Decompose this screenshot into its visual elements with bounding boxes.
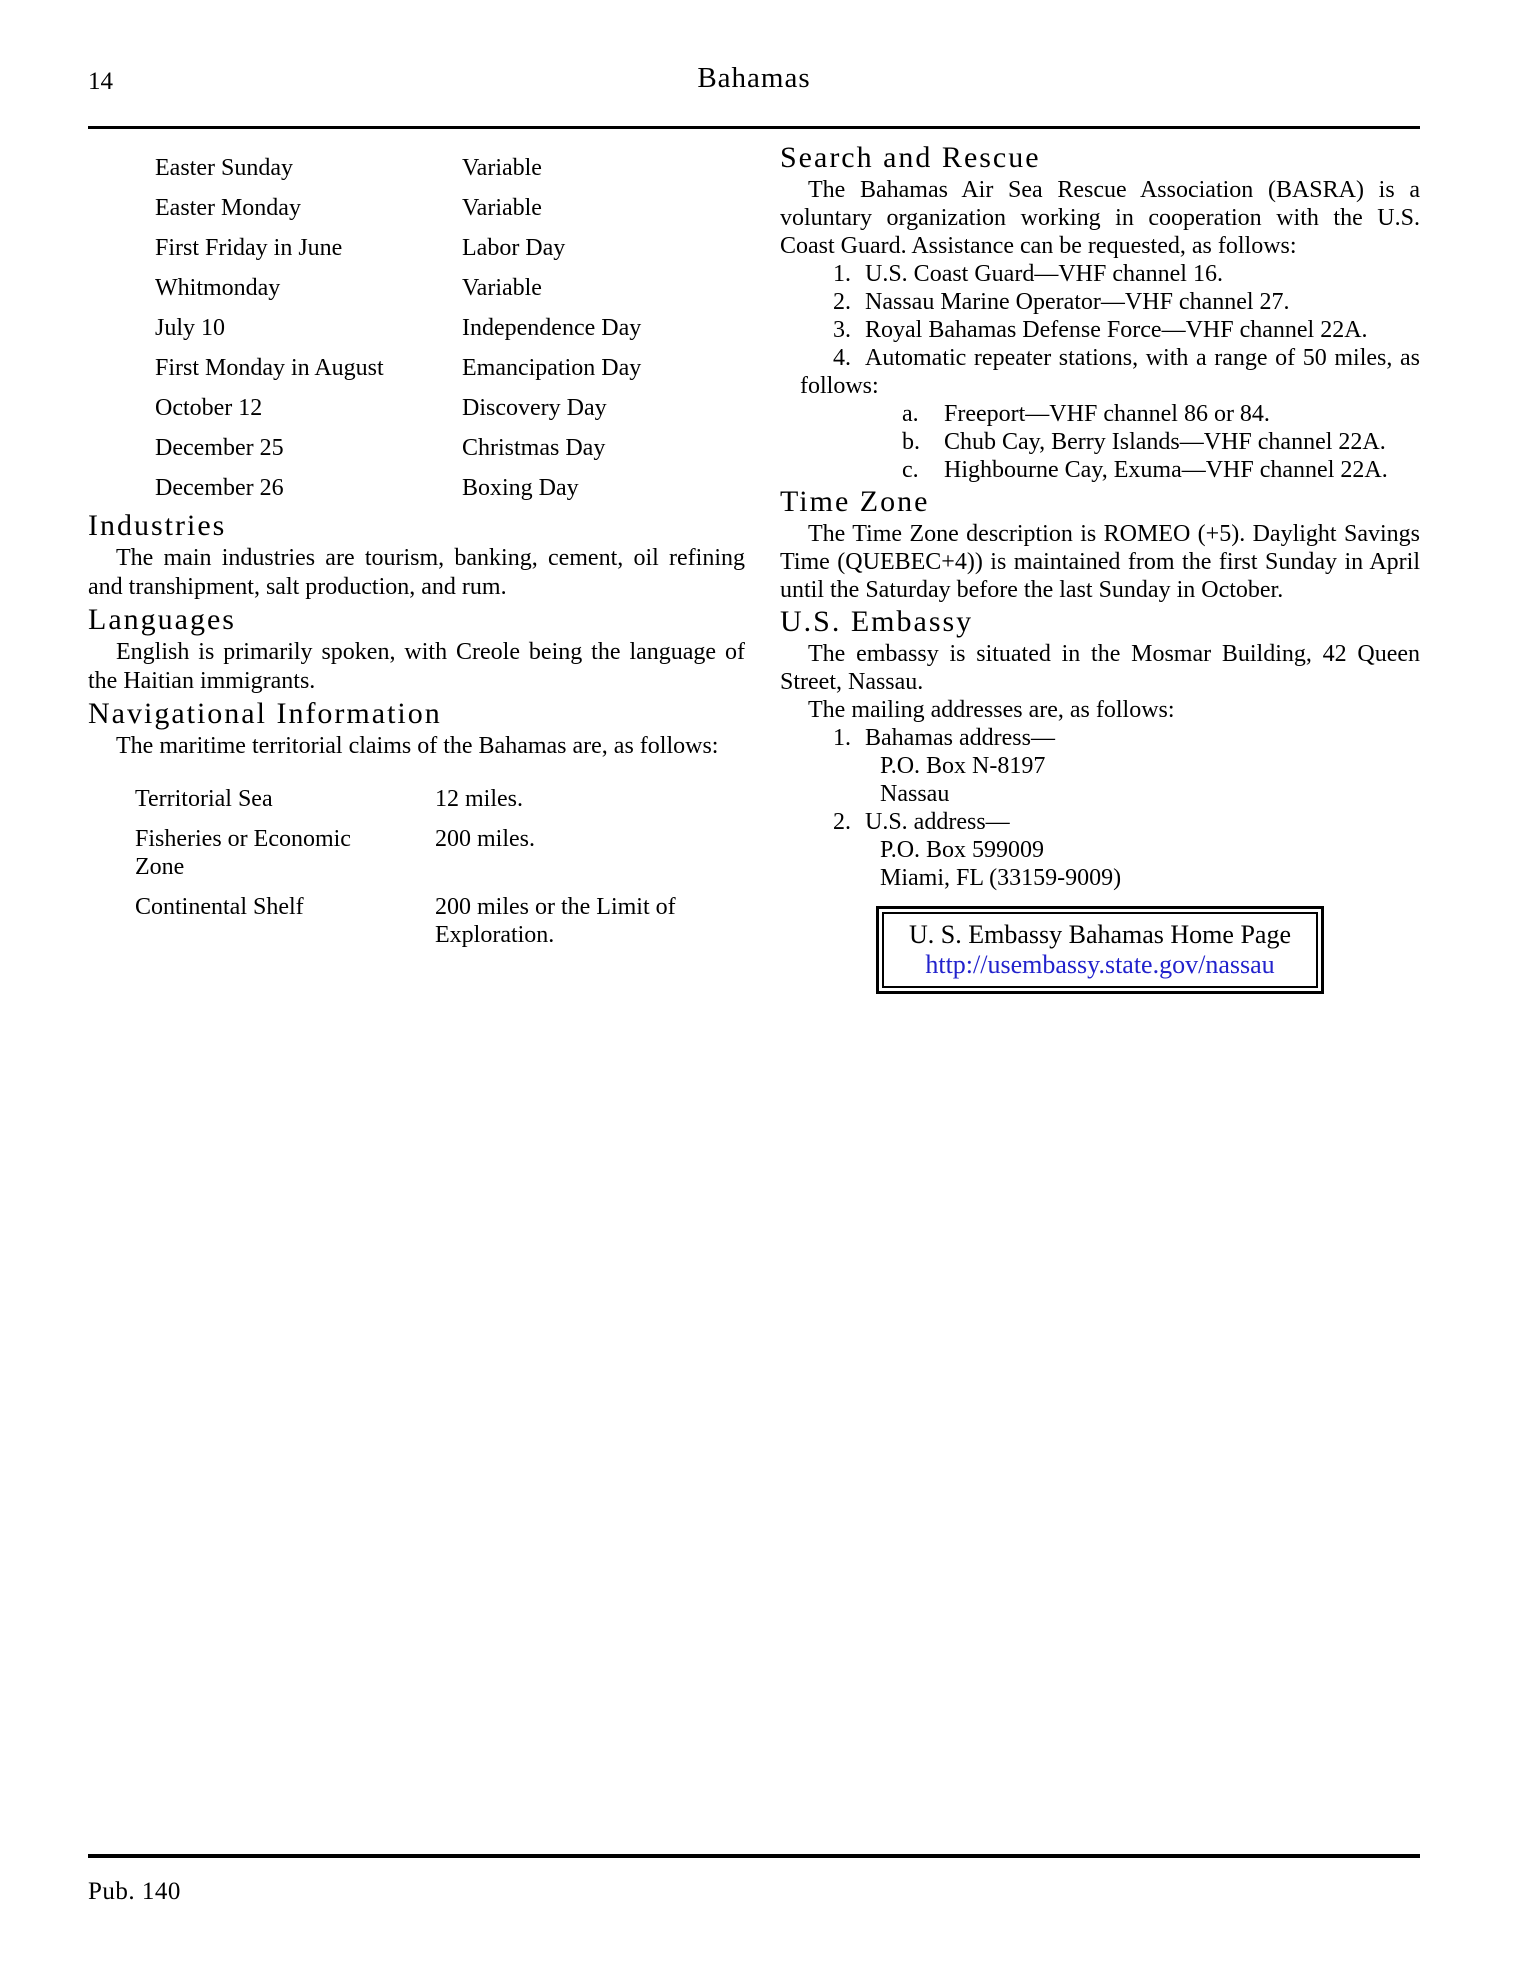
- address-line: Nassau: [880, 781, 950, 807]
- sar-contact-list: [780, 260, 1420, 484]
- holiday-name: Boxing Day: [462, 475, 579, 501]
- address-line: P.O. Box 599009: [880, 837, 1045, 863]
- embassy-mailing-intro: The mailing addresses are, as follows:: [808, 697, 1175, 723]
- address-item: [780, 724, 1420, 752]
- address-label: U.S. address—: [865, 809, 1010, 835]
- list-item-text: Royal Bahamas Defense Force—VHF channel 22A.: [865, 317, 1368, 343]
- left-column: [88, 140, 745, 961]
- holiday-row: [88, 468, 745, 508]
- list-item-number: 2.: [833, 289, 851, 315]
- header-rule: [88, 126, 1420, 129]
- claim-value: 12 miles.: [435, 786, 523, 812]
- footer-rule: [88, 1854, 1420, 1858]
- holiday-date: October 12: [155, 395, 263, 421]
- holiday-date: December 25: [155, 435, 284, 461]
- holiday-row: [88, 188, 745, 228]
- list-item: [780, 288, 1420, 316]
- list-item-number: 4.: [833, 345, 851, 371]
- holiday-row: [88, 228, 745, 268]
- holiday-name: Emancipation Day: [462, 355, 642, 381]
- list-item-number: 3.: [833, 317, 851, 343]
- claim-value: 200 miles.: [435, 826, 535, 852]
- list-item-text: Highbourne Cay, Exuma—VHF channel 22A.: [944, 457, 1388, 483]
- embassy-location-paragraph: The embassy is situated in the Mosmar Building, 42 Queen Street, Nassau.: [780, 641, 1420, 695]
- list-item-letter: b.: [902, 429, 920, 455]
- list-item-text: U.S. Coast Guard—VHF channel 16.: [865, 261, 1223, 287]
- repeater-station-item: [780, 428, 1420, 456]
- section-heading-us-embassy: U.S. Embassy: [780, 605, 974, 638]
- industries-paragraph: The main industries are tourism, banking, cement, oil refining and transhipment, salt production, and rum.: [88, 545, 745, 600]
- claim-label: Fisheries or Economic Zone: [135, 826, 351, 880]
- holiday-name: Variable: [462, 275, 542, 301]
- publication-number: Pub. 140: [88, 1878, 181, 1905]
- holiday-row: [88, 268, 745, 308]
- claim-label: Territorial Sea: [135, 786, 273, 812]
- list-item-number: 1.: [833, 261, 851, 287]
- embassy-homepage-title: U. S. Embassy Bahamas Home Page: [908, 920, 1291, 949]
- repeater-station-item: [780, 456, 1420, 484]
- claim-row: [88, 893, 745, 949]
- holiday-table: [88, 148, 745, 508]
- address-item: [780, 808, 1420, 836]
- holiday-row: [88, 308, 745, 348]
- holiday-date: December 26: [155, 475, 284, 501]
- holiday-date: Easter Sunday: [155, 155, 293, 181]
- claim-row: [88, 785, 745, 813]
- list-item: [780, 344, 1420, 400]
- holiday-row: [88, 348, 745, 388]
- list-item-text: Chub Cay, Berry Islands—VHF channel 22A.: [944, 429, 1386, 455]
- section-heading-search-and-rescue: Search and Rescue: [780, 141, 1041, 174]
- maritime-claims-table: [88, 785, 745, 949]
- holiday-name: Labor Day: [462, 235, 566, 261]
- list-item: [780, 316, 1420, 344]
- holiday-name: Variable: [462, 155, 542, 181]
- holiday-date: First Friday in June: [155, 235, 343, 261]
- address-line: Miami, FL (33159-9009): [880, 865, 1122, 891]
- repeater-station-item: [780, 400, 1420, 428]
- holiday-date: July 10: [155, 315, 226, 341]
- embassy-url-link[interactable]: http://usembassy.state.gov/nassau: [925, 950, 1275, 979]
- embassy-address-list: [780, 724, 1420, 892]
- embassy-homepage-box: [876, 906, 1324, 994]
- list-item-text: Automatic repeater stations, with a range of 50 miles, as follows:: [800, 345, 1420, 399]
- claim-value: 200 miles or the Limit of Exploration.: [435, 894, 676, 948]
- languages-paragraph: English is primarily spoken, with Creole being the language of the Haitian immigrants.: [88, 639, 745, 694]
- holiday-date: Easter Monday: [155, 195, 301, 221]
- address-line: P.O. Box N-8197: [880, 753, 1046, 779]
- embassy-homepage-box-inner: [882, 912, 1318, 988]
- holiday-name: Variable: [462, 195, 542, 221]
- page-number: 14: [88, 68, 113, 95]
- holiday-name: Discovery Day: [462, 395, 607, 421]
- list-item: [780, 260, 1420, 288]
- holiday-date: Whitmonday: [155, 275, 281, 301]
- claim-label: Continental Shelf: [135, 894, 304, 920]
- list-item-text: Freeport—VHF channel 86 or 84.: [944, 401, 1270, 427]
- section-heading-languages: Languages: [88, 603, 236, 636]
- holiday-name: Independence Day: [462, 315, 642, 341]
- holiday-row: [88, 388, 745, 428]
- time-zone-paragraph: The Time Zone description is ROMEO (+5). Daylight Savings Time (QUEBEC+4)) is maintained from the first Sunday in April until the Saturday before the last Sunday in October.: [780, 521, 1420, 603]
- claim-row: [88, 825, 745, 881]
- section-heading-industries: Industries: [88, 509, 227, 542]
- holiday-date: First Monday in August: [155, 355, 384, 381]
- address-label: Bahamas address—: [865, 725, 1055, 751]
- section-heading-navigational-information: Navigational Information: [88, 697, 442, 730]
- holiday-row: [88, 148, 745, 188]
- list-item-text: Nassau Marine Operator—VHF channel 27.: [865, 289, 1290, 315]
- navigational-intro-paragraph: The maritime territorial claims of the Bahamas are, as follows:: [116, 733, 719, 759]
- holiday-name: Christmas Day: [462, 435, 606, 461]
- list-item-number: 1.: [833, 725, 851, 751]
- list-item-number: 2.: [833, 809, 851, 835]
- page-title: Bahamas: [697, 62, 811, 94]
- holiday-row: [88, 428, 745, 468]
- sar-intro-paragraph: The Bahamas Air Sea Rescue Association (BASRA) is a voluntary organization working in cooperation with the U.S. Coast Guard. Assistance can be requested, as follows:: [780, 177, 1420, 259]
- list-item-letter: a.: [902, 401, 919, 427]
- list-item-letter: c.: [902, 457, 919, 483]
- right-column: [780, 140, 1420, 994]
- section-heading-time-zone: Time Zone: [780, 485, 930, 518]
